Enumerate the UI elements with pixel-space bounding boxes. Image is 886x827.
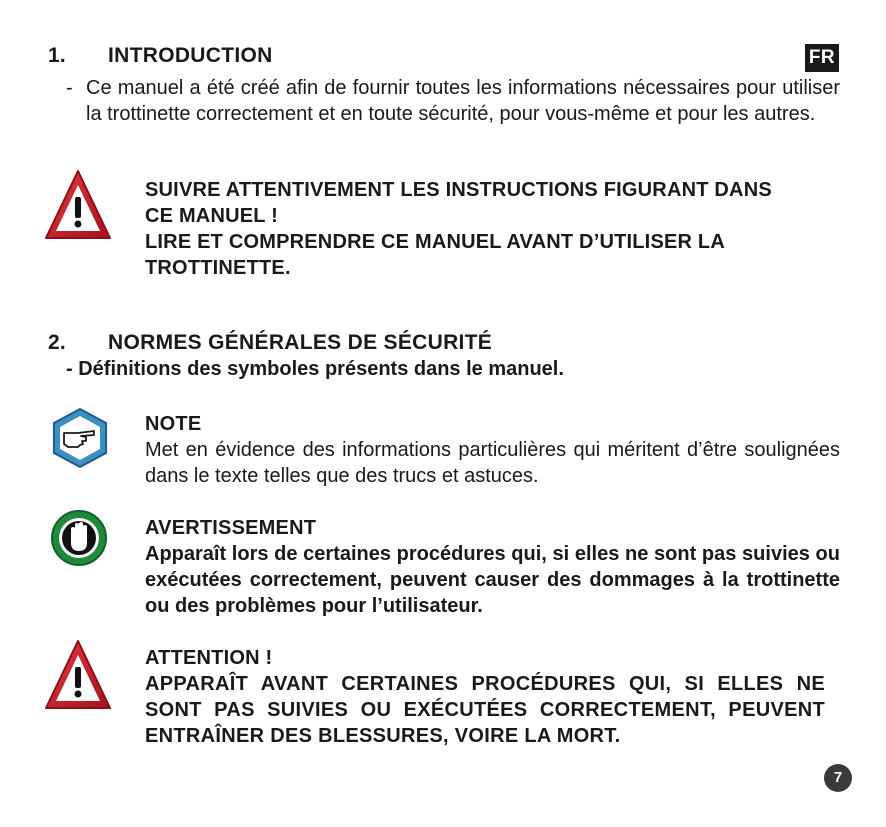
attention-title: ATTENTION ! xyxy=(145,647,273,669)
warning-line-4: TROTTINETTE. xyxy=(145,257,291,279)
intro-bullet: - xyxy=(66,77,73,99)
warning-line-2: CE MANUEL ! xyxy=(145,205,278,227)
page-number: 7 xyxy=(824,764,852,792)
attention-text: APPARAÎT AVANT CERTAINES PROCÉDURES QUI, SI ELLES NE SONT PAS SUIVIES OU EXÉCUTÉES CORRECTEMENT, PEUVENT ENTRAÎNER DES BLESSURES, VOIRE LA MORT. xyxy=(145,673,825,747)
warning-line-1: SUIVRE ATTENTIVEMENT LES INSTRUCTIONS FIGURANT DANS xyxy=(145,179,772,201)
section1-number: 1. xyxy=(48,44,66,67)
warning-triangle-icon xyxy=(44,168,112,242)
section2-title: NORMES GÉNÉRALES DE SÉCURITÉ xyxy=(108,331,493,354)
note-text: Met en évidence des informations particulières qui méritent d’être soulignées dans le texte telles que des trucs et astuces. xyxy=(145,439,840,487)
pointing-hand-icon xyxy=(50,407,110,469)
note-title: NOTE xyxy=(145,413,202,435)
avertissement-title: AVERTISSEMENT xyxy=(145,517,317,539)
warning-line-3: LIRE ET COMPRENDRE CE MANUEL AVANT D’UTILISER LA xyxy=(145,231,725,253)
section2-subheading: - Définitions des symboles présents dans le manuel. xyxy=(66,358,564,380)
warning-triangle-icon xyxy=(44,638,112,712)
stop-hand-icon xyxy=(50,509,108,567)
warning-message xyxy=(145,177,825,281)
avertissement-text: Apparaît lors de certaines procédures qui, si elles ne sont pas suivies ou exécutées correctement, peuvent causer des dommages à la trottinette ou des problèmes pour l’utilisateur. xyxy=(145,543,840,617)
section1-title: INTRODUCTION xyxy=(108,44,273,67)
language-badge: FR xyxy=(805,44,839,72)
section2-number: 2. xyxy=(48,331,66,354)
intro-paragraph: Ce manuel a été créé afin de fournir toutes les informations nécessaires pour utiliser la trottinette correctement et en toute sécurité, pour vous-même et pour les autres. xyxy=(86,77,840,125)
